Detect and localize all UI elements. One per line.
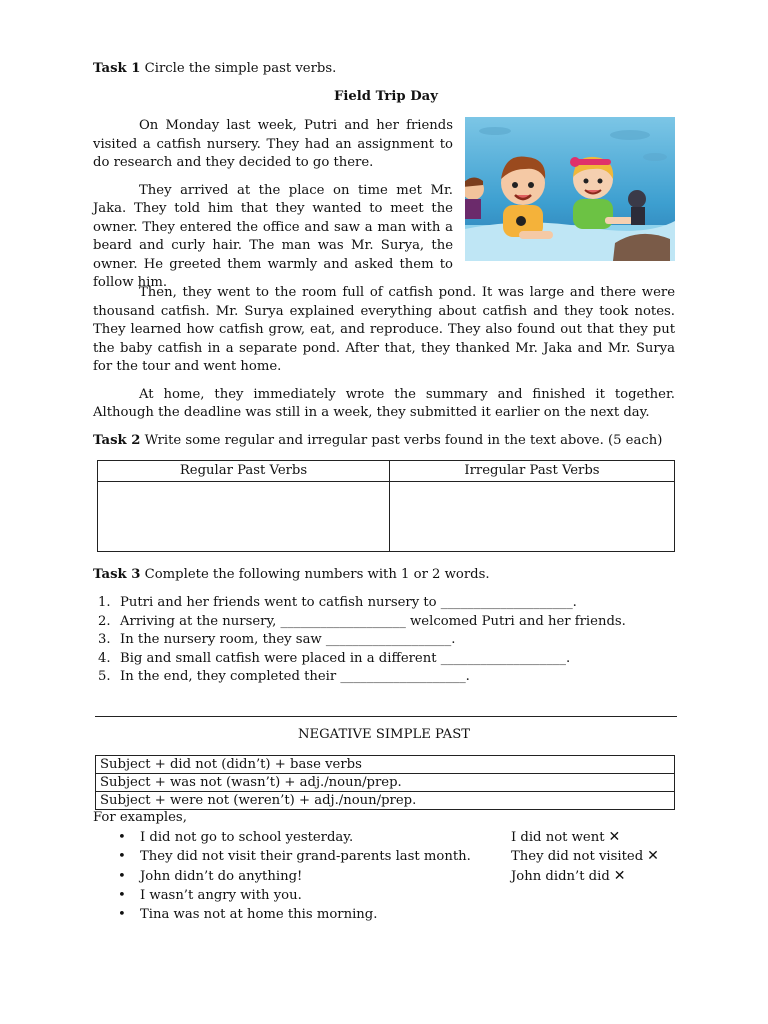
list-item[interactable] [93, 631, 683, 650]
story-paragraph-3: Then, they went to the room full of catfish pond. It was large and there were thousand catfish. Mr. Surya explained everything about catfish and they took notes. They learned how catfish grow, eat, and reproduce. They also found out that they put the baby catfish in a separate pond. After that, they thanked Mr. Jaka and Mr. Surya for the tour and went home. [93, 285, 675, 374]
story-paragraph-1: On Monday last week, Putri and her friends visited a catfish nursery. They had an assignment to do research and they decided to go there. [93, 118, 453, 170]
story-paragraph-4: At home, they immediately wrote the summary and finished it together. Although the deadline was still in a week, they submitted it earlier on the next day. [93, 386, 675, 420]
list-item [113, 905, 513, 924]
list-item[interactable] [93, 668, 683, 687]
table-row [96, 756, 675, 774]
item-text: Big and small catfish were placed in a different ___________________. [120, 650, 571, 666]
bullet-icon: • [118, 849, 126, 865]
cross-icon: ✕ [647, 848, 659, 865]
task1-instruction: Circle the simple past verbs. [144, 61, 337, 76]
bullet-icon: • [118, 830, 126, 845]
examples-list [113, 828, 513, 924]
list-item[interactable] [93, 613, 683, 632]
regular-verbs-cell[interactable] [98, 482, 390, 552]
list-item[interactable] [93, 650, 683, 669]
task2-line [93, 433, 662, 448]
example-text: John didn’t do anything! [140, 868, 303, 884]
irregular-verbs-cell[interactable] [390, 482, 675, 552]
task3-instruction: Complete the following numbers with 1 or 2 words. [144, 567, 490, 582]
table-header-row [98, 461, 675, 482]
kids-illustration [465, 117, 675, 261]
item-number: 2. [98, 613, 111, 629]
cross-icon: ✕ [613, 867, 626, 884]
examples-label: For examples, [93, 810, 187, 825]
wrong-text: John didn’t did [511, 868, 610, 884]
irregular-verbs-header: Irregular Past Verbs [390, 461, 675, 482]
task2-label: Task 2 [93, 433, 141, 448]
list-item [113, 847, 513, 866]
wrong-text: I did not went [511, 830, 605, 845]
story-bottom [93, 284, 675, 423]
wrong-form [511, 828, 659, 847]
story-top [93, 117, 453, 293]
task3-line [93, 567, 490, 582]
story-paragraph-2: They arrived at the place on time met Mr. Jaka. They told him that they wanted to meet the owner. They entered the office and saw a man with a beard and curly hair. The man was Mr. Surya, the owner. He greeted them warmly and asked them to follow him. [93, 182, 453, 290]
list-item [113, 867, 513, 886]
task1-line [93, 61, 336, 76]
regular-verbs-header: Regular Past Verbs [98, 461, 390, 482]
item-number: 1. [98, 595, 111, 610]
task1-label: Task 1 [93, 61, 141, 76]
bullet-icon: • [118, 887, 126, 903]
past-verbs-table [97, 460, 675, 552]
story-title: Field Trip Day [334, 89, 438, 104]
list-item [113, 886, 513, 905]
rule-cell: Subject + were not (weren’t) + adj./noun/prep. [96, 792, 675, 810]
wrong-forms [511, 828, 659, 886]
list-item [113, 828, 513, 847]
list-item[interactable] [93, 594, 683, 613]
example-text: I wasn’t angry with you. [140, 887, 302, 903]
item-text: Putri and her friends went to catfish nursery to ____________________. [120, 595, 577, 610]
wrong-form [511, 867, 659, 886]
table-answer-row [98, 482, 675, 552]
rule-cell: Subject + did not (didn’t) + base verbs [96, 756, 675, 774]
example-text: I did not go to school yesterday. [140, 830, 354, 845]
item-number: 3. [98, 632, 111, 648]
cross-icon: ✕ [608, 829, 621, 845]
item-text: Arriving at the nursery, ___________________ welcomed Putri and her friends. [120, 613, 626, 629]
wrong-form [511, 847, 659, 866]
task2-instruction: Write some regular and irregular past verbs found in the text above. (5 each) [144, 433, 663, 448]
item-text: In the nursery room, they saw ___________________. [120, 632, 456, 648]
rule-cell: Subject + was not (wasn’t) + adj./noun/prep. [96, 774, 675, 792]
negative-rules-table [95, 755, 675, 810]
example-text: Tina was not at home this morning. [140, 907, 378, 923]
task3-label: Task 3 [93, 567, 141, 582]
bullet-icon: • [118, 868, 126, 884]
table-row [96, 774, 675, 792]
task3-list [93, 594, 683, 687]
bullet-icon: • [118, 907, 126, 923]
table-row [96, 792, 675, 810]
item-number: 5. [98, 669, 111, 685]
item-text: In the end, they completed their ___________________. [120, 669, 470, 685]
negative-title: NEGATIVE SIMPLE PAST [297, 727, 471, 742]
section-divider [95, 716, 677, 717]
example-text: They did not visit their grand-parents last month. [140, 849, 471, 865]
wrong-text: They did not visited [511, 849, 644, 865]
item-number: 4. [98, 650, 111, 666]
